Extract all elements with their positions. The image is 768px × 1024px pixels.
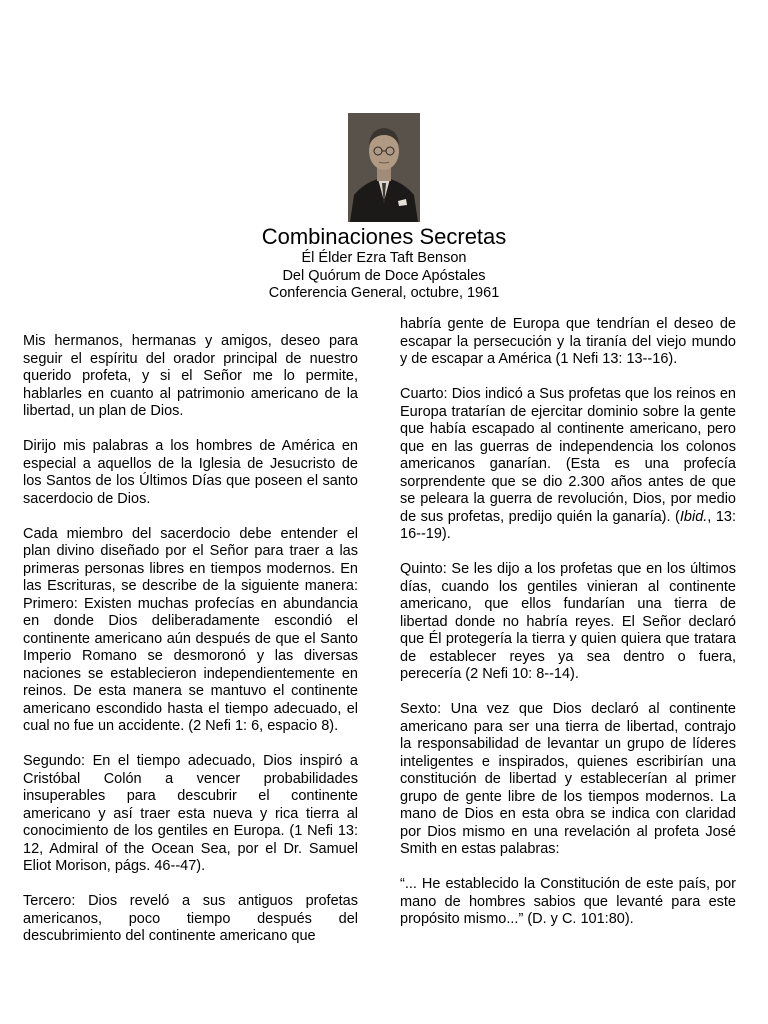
paragraph: Cada miembro del sacerdocio debe entender el plan divino diseñado por el Señor para traer a las primeras personas libres en tiempos modernos. En las Escrituras, se describe de la siguiente manera: Primero: Existen muchas profecías en abundancia en donde Dios deliberadamente escondió el continente americano aún después de que el Santo Imperio Romano se desmoronó y las diversas naciones se establecieron independientemente en reinos. De esta manera se mantuvo el continente americano escondido hasta el tiempo adecuado, el cual no fue un accidente. (2 Nefi 1: 6, espacio 8). <box>23 525 358 734</box>
paragraph-text: Cuarto: Dios indicó a Sus profetas que los reinos en Europa tratarían de ejercitar dominio sobre la gente que había escapado al continente americano, pero que en las guerras de independencia los colonos americanos ganarían. (Esta es una profecía sorprendente que se dio 2.300 años antes de que se peleara la guerra de revolución, Dios, por medio de sus profetas, predijo quién la ganaría). ( <box>400 386 736 525</box>
conference-line: Conferencia General, octubre, 1961 <box>268 285 500 301</box>
paragraph: Sexto: Una vez que Dios declaró al continente americano para ser una tierra de libertad, contrajo la responsabilidad de levantar un grupo de líderes inteligentes e inspirados, quienes escribirían una constitución de libertad y establecerían al primer grupo de gente libre de los tiempos modernos. La mano de Dios en esta obra se indica con claridad por Dios mismo en una revelación al profeta José Smith en estas palabras: <box>400 701 736 857</box>
paragraph-text: , 13: 16--19). <box>400 508 736 542</box>
author-portrait <box>348 113 420 222</box>
left-column <box>23 333 358 963</box>
paragraph: Quinto: Se les dijo a los profetas que en los últimos días, cuando los gentiles vinieran al continente americano, que ellos fundarían una tierra de libertad donde no habría reyes. El Señor declaró que Él protegería la tierra y quien quiera que tratara de establecer reyes ya sea dentro o fuera, perecería (2 Nefi 10: 8--14). <box>400 561 736 682</box>
author-position: Del Quórum de Doce Apóstales <box>282 267 486 284</box>
paragraph: habría gente de Europa que tendrían el deseo de escapar la persecución y la tiranía del viejo mundo y de escapar a América (1 Nefi 13: 13--16). <box>400 316 736 367</box>
paragraph: Dirijo mis palabras a los hombres de América en especial a aquellos de la Iglesia de Jesucristo de los Santos de los Últimos Días que poseen el santo sacerdocio de Dios. <box>23 438 358 507</box>
document-title: Combinaciones Secretas <box>261 224 507 249</box>
quote-paragraph: “... He establecido la Constitución de este país, por mano de hombres sabios que levanté para este propósito mismo...” (D. y C. 101:80). <box>400 876 736 927</box>
paragraph <box>400 386 736 544</box>
document-header <box>0 224 768 303</box>
paragraph: Tercero: Dios reveló a sus antiguos profetas americanos, poco tiempo después del descubrimiento del continente americano que <box>23 893 358 944</box>
right-column <box>400 316 736 946</box>
paragraph: Mis hermanos, hermanas y amigos, deseo para seguir el espíritu del orador principal de nuestro querido profeta, y si el Señor me lo permite, hablarles en cuanto al patrimonio americano de la libertad, un plan de Dios. <box>23 333 358 419</box>
paragraph: Segundo: En el tiempo adecuado, Dios inspiró a Cristóbal Colón a vencer probabilidades insuperables para descubrir el continente americano y así traer esta nueva y rica tierra al conocimiento de los gentiles en Europa. (1 Nefi 13: 12, Admiral of the Ocean Sea, por el Dr. Samuel Eliot Morison, págs. 46--47). <box>23 753 358 874</box>
author-line: Él Élder Ezra Taft Benson <box>301 250 467 266</box>
ibid-citation: Ibid. <box>679 508 708 525</box>
